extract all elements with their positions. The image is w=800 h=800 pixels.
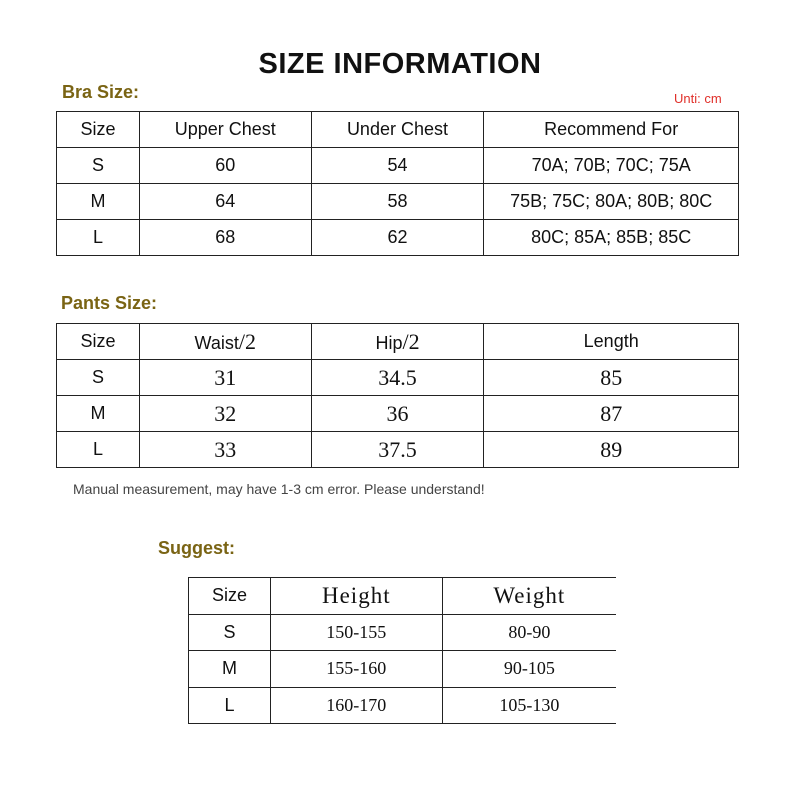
table-cell: 87 [484, 396, 739, 432]
pants-size-table [56, 323, 739, 468]
pants-size-label: Pants Size: [61, 293, 158, 313]
header-cell: Waist/2 [139, 324, 311, 360]
table-cell: 80C; 85A; 85B; 85C [484, 220, 739, 256]
table-cell: S [189, 614, 271, 651]
table-cell: L [189, 687, 271, 724]
table-cell: 90-105 [442, 651, 616, 688]
table-cell: 150-155 [270, 614, 442, 651]
header-cell: Upper Chest [139, 112, 311, 148]
table-cell: 160-170 [270, 687, 442, 724]
table-cell: 58 [311, 184, 484, 220]
table-cell: 155-160 [270, 651, 442, 688]
header-cell: Under Chest [311, 112, 484, 148]
table-cell: 64 [139, 184, 311, 220]
header-cell: Size [57, 112, 140, 148]
table-cell: 37.5 [311, 432, 484, 468]
table-row [57, 220, 739, 256]
unit-note: Unti: cm [674, 91, 722, 106]
table-cell: 36 [311, 396, 484, 432]
table-cell: 105-130 [442, 687, 616, 724]
table-row [57, 396, 739, 432]
header-cell: Length [484, 324, 739, 360]
table-cell: 85 [484, 360, 739, 396]
table-cell: L [57, 432, 140, 468]
table-row [189, 614, 617, 651]
header-cell: Recommend For [484, 112, 739, 148]
table-row [57, 184, 739, 220]
table-cell: 68 [139, 220, 311, 256]
table-cell: 32 [139, 396, 311, 432]
header-cell: Size [57, 324, 140, 360]
header-cell: Weight [442, 578, 616, 615]
table-header-row [189, 578, 617, 615]
table-cell: 89 [484, 432, 739, 468]
table-cell: 54 [311, 148, 484, 184]
table-cell: M [57, 396, 140, 432]
table-cell: L [57, 220, 140, 256]
table-cell: 62 [311, 220, 484, 256]
measurement-note: Manual measurement, may have 1-3 cm error. Please understand! [73, 481, 485, 497]
table-cell: M [57, 184, 140, 220]
header-cell: Size [189, 578, 271, 615]
table-row [57, 432, 739, 468]
table-cell: M [189, 651, 271, 688]
table-cell: 70A; 70B; 70C; 75A [484, 148, 739, 184]
page-title: SIZE INFORMATION [258, 48, 542, 80]
table-row [189, 651, 617, 688]
bra-size-label: Bra Size: [62, 82, 140, 102]
header-cell: Height [270, 578, 442, 615]
bra-size-table [56, 111, 739, 256]
table-row [57, 360, 739, 396]
table-cell: 33 [139, 432, 311, 468]
table-cell: 80-90 [442, 614, 616, 651]
table-header-row [57, 324, 739, 360]
table-row [189, 687, 617, 724]
suggest-table [188, 577, 616, 724]
table-cell: 31 [139, 360, 311, 396]
table-row [57, 148, 739, 184]
table-header-row [57, 112, 739, 148]
table-cell: 75B; 75C; 80A; 80B; 80C [484, 184, 739, 220]
table-cell: S [57, 148, 140, 184]
table-cell: 60 [139, 148, 311, 184]
table-cell: S [57, 360, 140, 396]
header-cell: Hip/2 [311, 324, 484, 360]
suggest-label: Suggest: [158, 538, 236, 558]
table-cell: 34.5 [311, 360, 484, 396]
